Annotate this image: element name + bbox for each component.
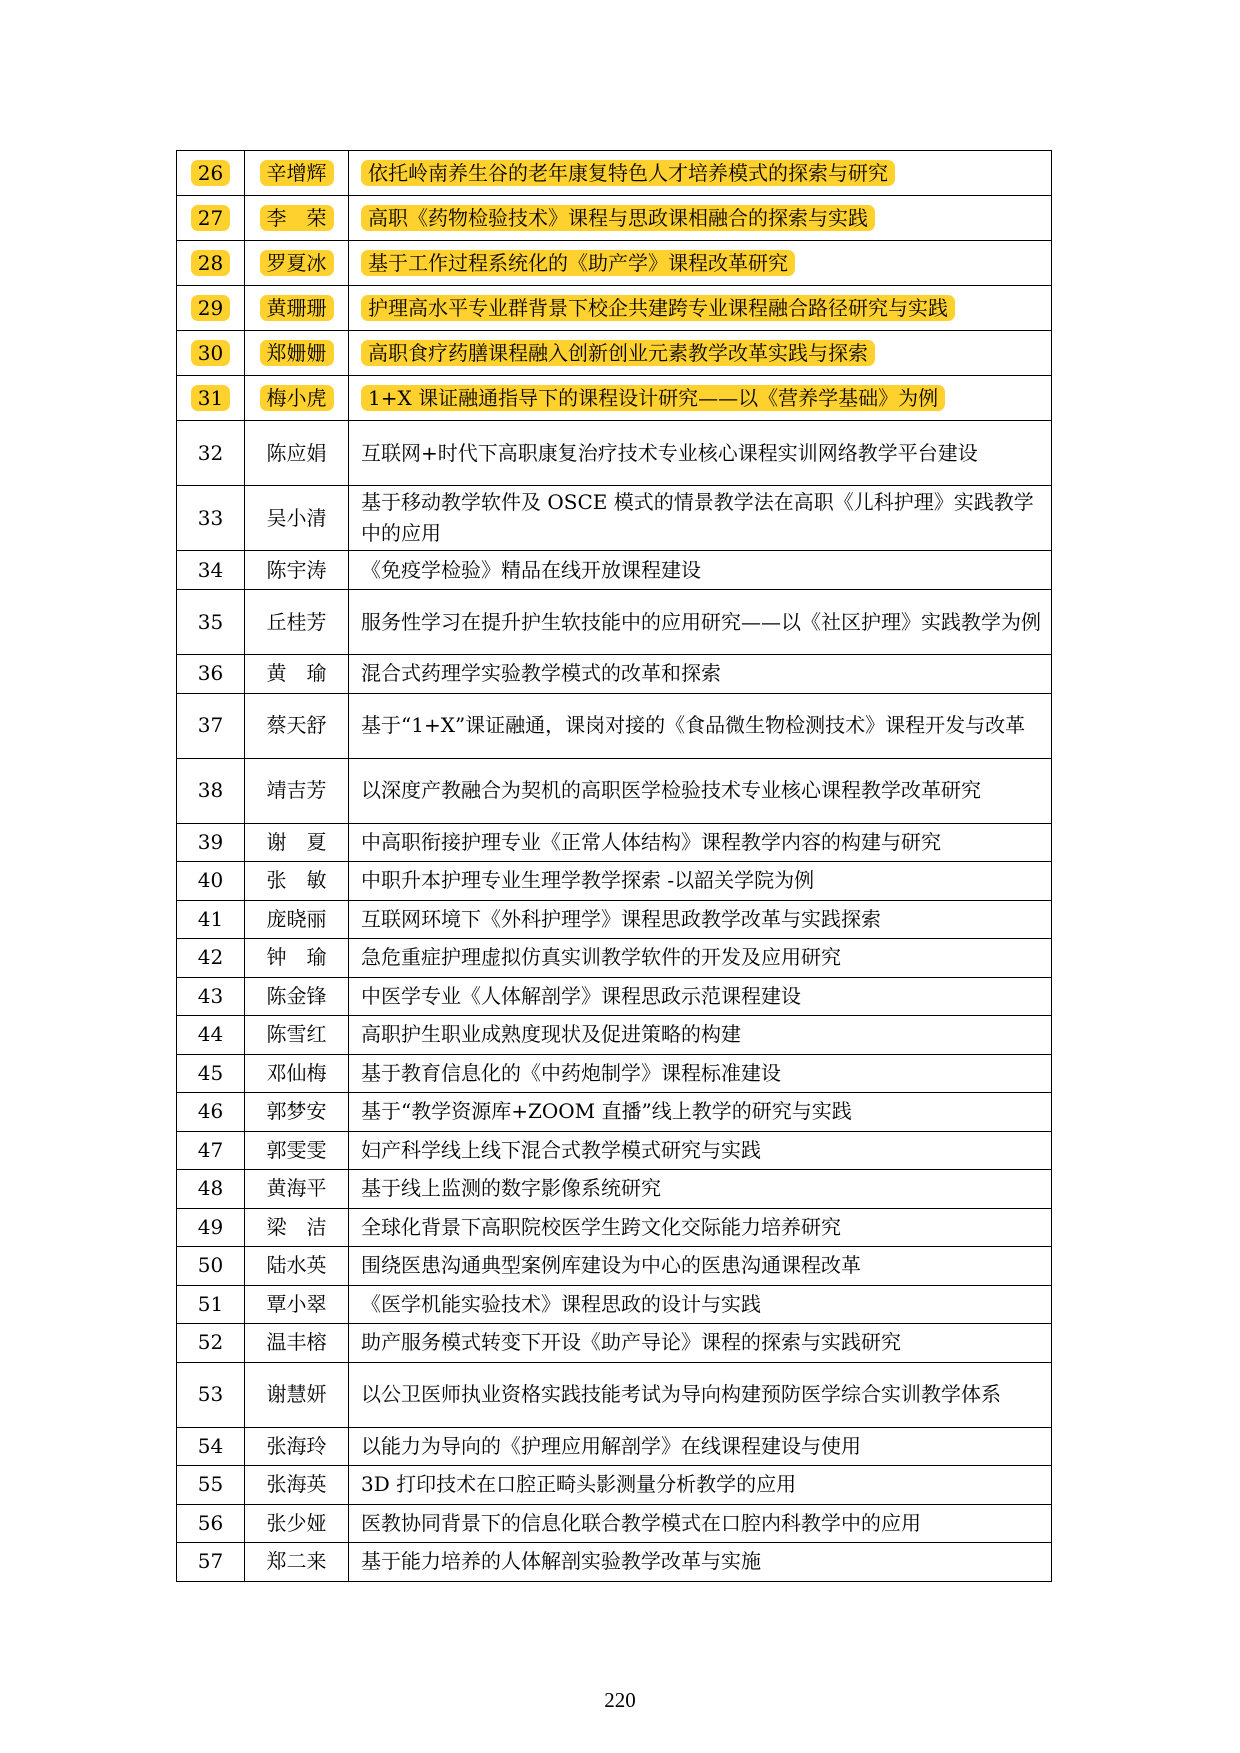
project-title-cell xyxy=(349,486,1052,551)
row-number: 32 xyxy=(197,440,224,465)
author-name-cell xyxy=(245,421,349,486)
table-row xyxy=(177,1466,1052,1505)
author-name-cell xyxy=(245,1466,349,1505)
author-name-cell xyxy=(245,241,349,286)
author-name: 张 敏 xyxy=(266,868,327,893)
row-number-cell xyxy=(177,1016,245,1055)
author-name-cell xyxy=(245,1362,349,1427)
author-name: 温丰榕 xyxy=(266,1330,327,1355)
row-number: 54 xyxy=(197,1433,224,1458)
author-name-cell xyxy=(245,286,349,331)
author-name: 梁 洁 xyxy=(266,1214,327,1239)
project-title-cell xyxy=(349,823,1052,862)
table-row xyxy=(177,151,1052,196)
author-name-cell xyxy=(245,1427,349,1466)
author-name-cell xyxy=(245,1247,349,1286)
author-name: 黄珊珊 xyxy=(260,295,334,321)
row-number-cell xyxy=(177,758,245,823)
project-title-cell xyxy=(349,1285,1052,1324)
author-name: 陈雪红 xyxy=(266,1022,327,1047)
table-row xyxy=(177,1170,1052,1209)
author-name: 陆水英 xyxy=(266,1253,327,1278)
row-number: 55 xyxy=(197,1472,224,1497)
author-name: 郭梦安 xyxy=(266,1099,327,1124)
table-row xyxy=(177,977,1052,1016)
row-number: 41 xyxy=(197,906,224,931)
table-row xyxy=(177,758,1052,823)
row-number: 49 xyxy=(197,1214,224,1239)
project-title-cell xyxy=(349,196,1052,241)
project-title-cell xyxy=(349,939,1052,978)
project-title: 基于线上监测的数字影像系统研究 xyxy=(361,1176,661,1201)
project-title-cell xyxy=(349,1093,1052,1132)
author-name-cell xyxy=(245,1093,349,1132)
author-name: 张少娅 xyxy=(266,1510,327,1535)
author-name: 陈金锋 xyxy=(266,983,327,1008)
author-name: 庞晓丽 xyxy=(266,906,327,931)
author-name-cell xyxy=(245,331,349,376)
author-name: 黄海平 xyxy=(266,1176,327,1201)
table-row xyxy=(177,331,1052,376)
project-title: 互联网+时代下高职康复治疗技术专业核心课程实训网络教学平台建设 xyxy=(361,440,978,465)
row-number: 33 xyxy=(197,505,224,530)
author-name: 钟 瑜 xyxy=(266,945,327,970)
row-number: 30 xyxy=(191,340,230,366)
author-name-cell xyxy=(245,1170,349,1209)
project-title: 混合式药理学实验教学模式的改革和探索 xyxy=(361,661,721,686)
author-name: 吴小清 xyxy=(266,505,327,530)
author-name: 丘桂芳 xyxy=(266,609,327,634)
project-title-cell xyxy=(349,241,1052,286)
row-number: 57 xyxy=(197,1549,224,1574)
row-number-cell xyxy=(177,1362,245,1427)
project-title-cell xyxy=(349,376,1052,421)
row-number: 56 xyxy=(197,1510,224,1535)
author-name: 郑姗姗 xyxy=(260,340,334,366)
author-name-cell xyxy=(245,977,349,1016)
row-number: 38 xyxy=(197,778,224,802)
project-title: 医教协同背景下的信息化联合教学模式在口腔内科教学中的应用 xyxy=(361,1510,921,1535)
table-row xyxy=(177,241,1052,286)
table-row xyxy=(177,655,1052,694)
table-row xyxy=(177,376,1052,421)
page-number: 220 xyxy=(604,1688,636,1712)
row-number: 40 xyxy=(197,868,224,893)
project-title: 依托岭南养生谷的老年康复特色人才培养模式的探索与研究 xyxy=(361,160,895,186)
project-title-cell xyxy=(349,421,1052,486)
author-name: 郭雯雯 xyxy=(266,1137,327,1162)
project-title-cell xyxy=(349,1324,1052,1363)
author-name: 邓仙梅 xyxy=(266,1060,327,1085)
row-number-cell xyxy=(177,1466,245,1505)
table-row xyxy=(177,1016,1052,1055)
author-name: 郑二来 xyxy=(266,1549,327,1574)
author-name-cell xyxy=(245,1016,349,1055)
project-title: 高职食疗药膳课程融入创新创业元素教学改革实践与探索 xyxy=(361,340,875,366)
author-name-cell xyxy=(245,1285,349,1324)
project-title: 围绕医患沟通典型案例库建设为中心的医患沟通课程改革 xyxy=(361,1253,861,1278)
row-number-cell xyxy=(177,823,245,862)
row-number: 26 xyxy=(191,160,230,186)
row-number-cell xyxy=(177,1247,245,1286)
row-number-cell xyxy=(177,331,245,376)
project-title-cell xyxy=(349,1427,1052,1466)
table-row xyxy=(177,693,1052,758)
project-title: 助产服务模式转变下开设《助产导论》课程的探索与实践研究 xyxy=(361,1330,901,1355)
row-number-cell xyxy=(177,1131,245,1170)
author-name-cell xyxy=(245,1324,349,1363)
project-title-cell xyxy=(349,862,1052,901)
row-number-cell xyxy=(177,900,245,939)
project-title: 高职护生职业成熟度现状及促进策略的构建 xyxy=(361,1022,741,1047)
row-number: 53 xyxy=(197,1382,224,1406)
row-number: 43 xyxy=(197,983,224,1008)
table-row xyxy=(177,1324,1052,1363)
project-title: 高职《药物检验技术》课程与思政课相融合的探索与实践 xyxy=(361,205,875,231)
row-number-cell xyxy=(177,196,245,241)
project-title: 中医学专业《人体解剖学》课程思政示范课程建设 xyxy=(361,983,801,1008)
table-row xyxy=(177,590,1052,655)
row-number: 48 xyxy=(197,1176,224,1201)
project-title-cell xyxy=(349,900,1052,939)
project-title-cell xyxy=(349,1247,1052,1286)
row-number-cell xyxy=(177,486,245,551)
row-number-cell xyxy=(177,551,245,590)
project-title: 基于工作过程系统化的《助产学》课程改革研究 xyxy=(361,250,795,276)
row-number-cell xyxy=(177,1170,245,1209)
author-name: 辛增辉 xyxy=(260,160,334,186)
row-number-cell xyxy=(177,286,245,331)
author-name-cell xyxy=(245,1054,349,1093)
author-name-cell xyxy=(245,693,349,758)
project-title: 基于移动教学软件及 OSCE 模式的情景教学法在高职《儿科护理》实践教学中的应用 xyxy=(361,490,1034,545)
project-title-cell xyxy=(349,758,1052,823)
table-row xyxy=(177,939,1052,978)
row-number: 36 xyxy=(197,661,224,686)
project-title: 中高职衔接护理专业《正常人体结构》课程教学内容的构建与研究 xyxy=(361,829,941,854)
author-name-cell xyxy=(245,1131,349,1170)
row-number-cell xyxy=(177,1285,245,1324)
project-title: 《免疫学检验》精品在线开放课程建设 xyxy=(361,557,701,582)
project-title: 护理高水平专业群背景下校企共建跨专业课程融合路径研究与实践 xyxy=(361,295,955,321)
table-row xyxy=(177,1427,1052,1466)
row-number-cell xyxy=(177,241,245,286)
author-name: 张海英 xyxy=(266,1472,327,1497)
author-name: 蔡天舒 xyxy=(266,713,327,737)
row-number: 39 xyxy=(197,829,224,854)
table-row xyxy=(177,900,1052,939)
table-row xyxy=(177,1093,1052,1132)
author-name-cell xyxy=(245,551,349,590)
project-title: 《医学机能实验技术》课程思政的设计与实践 xyxy=(361,1291,761,1316)
author-name-cell xyxy=(245,900,349,939)
row-number-cell xyxy=(177,151,245,196)
author-name: 罗夏冰 xyxy=(260,250,334,276)
project-title-cell xyxy=(349,1208,1052,1247)
author-name-cell xyxy=(245,196,349,241)
author-name: 谢慧妍 xyxy=(266,1382,327,1406)
table-row xyxy=(177,862,1052,901)
author-name: 谢 夏 xyxy=(266,829,327,854)
row-number-cell xyxy=(177,590,245,655)
project-title: 基于“教学资源库+ZOOM 直播”线上教学的研究与实践 xyxy=(361,1099,852,1124)
row-number-cell xyxy=(177,1543,245,1582)
project-title: 全球化背景下高职院校医学生跨文化交际能力培养研究 xyxy=(361,1214,841,1239)
author-name-cell xyxy=(245,1504,349,1543)
author-name: 陈应娟 xyxy=(266,440,327,465)
table-row xyxy=(177,1543,1052,1582)
project-title-cell xyxy=(349,977,1052,1016)
row-number-cell xyxy=(177,1324,245,1363)
row-number: 35 xyxy=(197,609,224,634)
row-number: 52 xyxy=(197,1330,224,1355)
row-number: 50 xyxy=(197,1253,224,1278)
table-row xyxy=(177,1131,1052,1170)
row-number: 29 xyxy=(191,295,230,321)
author-name-cell xyxy=(245,862,349,901)
row-number: 34 xyxy=(197,557,224,582)
row-number-cell xyxy=(177,1427,245,1466)
row-number-cell xyxy=(177,1504,245,1543)
table-row xyxy=(177,551,1052,590)
row-number-cell xyxy=(177,977,245,1016)
row-number-cell xyxy=(177,655,245,694)
project-title: 3D 打印技术在口腔正畸头影测量分析教学的应用 xyxy=(361,1472,797,1497)
author-name-cell xyxy=(245,376,349,421)
author-name-cell xyxy=(245,151,349,196)
project-list-table xyxy=(176,150,1052,1582)
project-title-cell xyxy=(349,1504,1052,1543)
project-title-cell xyxy=(349,1170,1052,1209)
table-row xyxy=(177,196,1052,241)
author-name-cell xyxy=(245,939,349,978)
row-number: 47 xyxy=(197,1137,224,1162)
row-number-cell xyxy=(177,693,245,758)
row-number: 42 xyxy=(197,945,224,970)
project-title: 急危重症护理虚拟仿真实训教学软件的开发及应用研究 xyxy=(361,945,841,970)
project-title: 以公卫医师执业资格实践技能考试为导向构建预防医学综合实训教学体系 xyxy=(361,1382,1001,1406)
table-row xyxy=(177,286,1052,331)
project-title-cell xyxy=(349,693,1052,758)
project-title: 中职升本护理专业生理学教学探索 -以韶关学院为例 xyxy=(361,868,815,893)
row-number-cell xyxy=(177,1093,245,1132)
project-title: 互联网环境下《外科护理学》课程思政教学改革与实践探索 xyxy=(361,906,881,931)
author-name-cell xyxy=(245,758,349,823)
table-body xyxy=(177,151,1052,1582)
table-row xyxy=(177,1208,1052,1247)
project-title-cell xyxy=(349,1131,1052,1170)
project-title: 妇产科学线上线下混合式教学模式研究与实践 xyxy=(361,1137,761,1162)
project-title: 基于教育信息化的《中药炮制学》课程标准建设 xyxy=(361,1060,781,1085)
author-name: 张海玲 xyxy=(266,1433,327,1458)
project-title-cell xyxy=(349,286,1052,331)
table-row xyxy=(177,1504,1052,1543)
row-number-cell xyxy=(177,1054,245,1093)
row-number-cell xyxy=(177,939,245,978)
row-number: 28 xyxy=(191,250,230,276)
project-title-cell xyxy=(349,1543,1052,1582)
project-title: 以深度产教融合为契机的高职医学检验技术专业核心课程教学改革研究 xyxy=(361,778,981,802)
author-name-cell xyxy=(245,486,349,551)
row-number-cell xyxy=(177,376,245,421)
author-name-cell xyxy=(245,1543,349,1582)
project-title-cell xyxy=(349,1362,1052,1427)
author-name: 梅小虎 xyxy=(260,385,334,411)
author-name: 覃小翠 xyxy=(266,1291,327,1316)
row-number: 51 xyxy=(197,1291,224,1316)
table-row xyxy=(177,1362,1052,1427)
row-number: 44 xyxy=(197,1022,224,1047)
project-title: 基于能力培养的人体解剖实验教学改革与实施 xyxy=(361,1549,761,1574)
table-row xyxy=(177,486,1052,551)
project-title: 1+X 课证融通指导下的课程设计研究——以《营养学基础》为例 xyxy=(361,385,945,411)
project-title: 以能力为导向的《护理应用解剖学》在线课程建设与使用 xyxy=(361,1433,861,1458)
project-title: 基于“1+X”课证融通，课岗对接的《食品微生物检测技术》课程开发与改革 xyxy=(361,713,1026,737)
table-row xyxy=(177,1054,1052,1093)
row-number: 31 xyxy=(191,385,230,411)
table-row xyxy=(177,1285,1052,1324)
project-title-cell xyxy=(349,1016,1052,1055)
project-title-cell xyxy=(349,331,1052,376)
row-number: 27 xyxy=(191,205,230,231)
table-row xyxy=(177,1247,1052,1286)
row-number: 45 xyxy=(197,1060,224,1085)
author-name: 靖吉芳 xyxy=(266,778,327,802)
row-number-cell xyxy=(177,421,245,486)
row-number-cell xyxy=(177,1208,245,1247)
author-name-cell xyxy=(245,590,349,655)
author-name: 陈宇涛 xyxy=(266,557,327,582)
author-name-cell xyxy=(245,655,349,694)
project-title-cell xyxy=(349,655,1052,694)
project-title-cell xyxy=(349,1466,1052,1505)
row-number-cell xyxy=(177,862,245,901)
project-title-cell xyxy=(349,1054,1052,1093)
author-name-cell xyxy=(245,823,349,862)
project-title-cell xyxy=(349,551,1052,590)
row-number: 37 xyxy=(197,713,224,737)
project-title-cell xyxy=(349,590,1052,655)
row-number: 46 xyxy=(197,1099,224,1124)
project-title-cell xyxy=(349,151,1052,196)
table-row xyxy=(177,823,1052,862)
table-row xyxy=(177,421,1052,486)
author-name-cell xyxy=(245,1208,349,1247)
author-name: 李 荣 xyxy=(260,205,334,231)
author-name: 黄 瑜 xyxy=(266,661,327,686)
project-title: 服务性学习在提升护生软技能中的应用研究——以《社区护理》实践教学为例 xyxy=(361,609,1041,634)
